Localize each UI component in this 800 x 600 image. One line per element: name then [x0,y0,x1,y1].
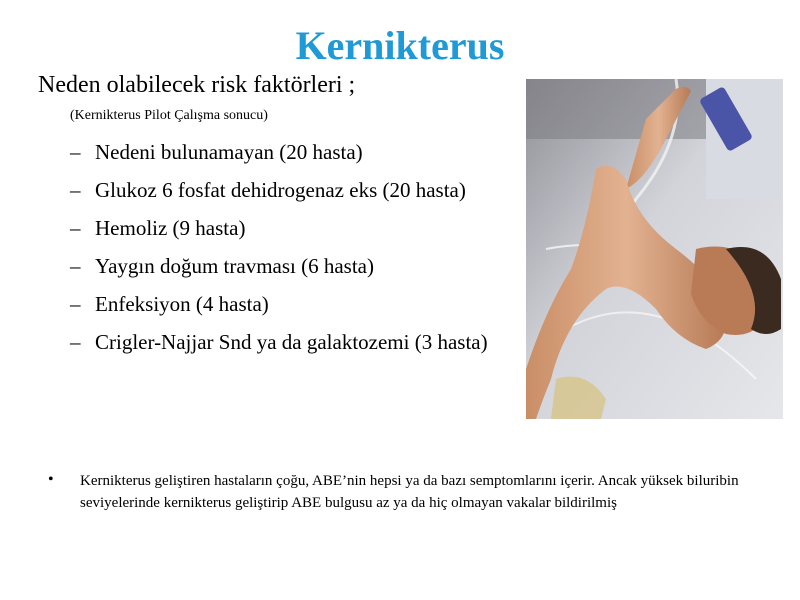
dash-bullet-icon: – [70,330,81,354]
list-item [70,326,500,358]
dash-bullet-icon: – [70,292,81,316]
risk-factors-heading: Neden olabilecek risk faktörleri ; [38,72,356,98]
bullet-icon: • [48,471,54,488]
risk-factor-list [70,136,500,364]
risk-factor-text: Enfeksiyon (4 hasta) [95,292,269,316]
list-item [70,174,500,206]
risk-factor-text: Crigler-Najjar Snd ya da galaktozemi (3 hasta) [95,330,488,354]
dash-bullet-icon: – [70,178,81,202]
list-item [70,250,500,282]
list-item [70,212,500,244]
slide-title: Kernikterus [295,23,505,68]
dash-bullet-icon: – [70,216,81,240]
patient-photo [526,79,783,419]
risk-factor-text: Glukoz 6 fosfat dehidrogenaz eks (20 hasta) [95,178,466,202]
study-source-label: (Kernikterus Pilot Çalışma sonucu) [70,108,268,123]
risk-factor-text: Nedeni bulunamayan (20 hasta) [95,140,363,164]
dash-bullet-icon: – [70,254,81,278]
summary-note-text: Kernikterus geliştiren hastaların çoğu, ABE’nin hepsi ya da bazı semptomlarını içerir. Ancak yüksek biluribin seviyelerinde kernikterus geliştirip ABE bulgusu az ya da hiç olmayan vakalar bildirilmiş [80,473,739,511]
risk-factor-text: Hemoliz (9 hasta) [95,216,246,240]
dash-bullet-icon: – [70,140,81,164]
list-item [70,136,500,168]
list-item [70,288,500,320]
risk-factor-text: Yaygın doğum travması (6 hasta) [95,254,374,278]
summary-note [48,470,778,514]
